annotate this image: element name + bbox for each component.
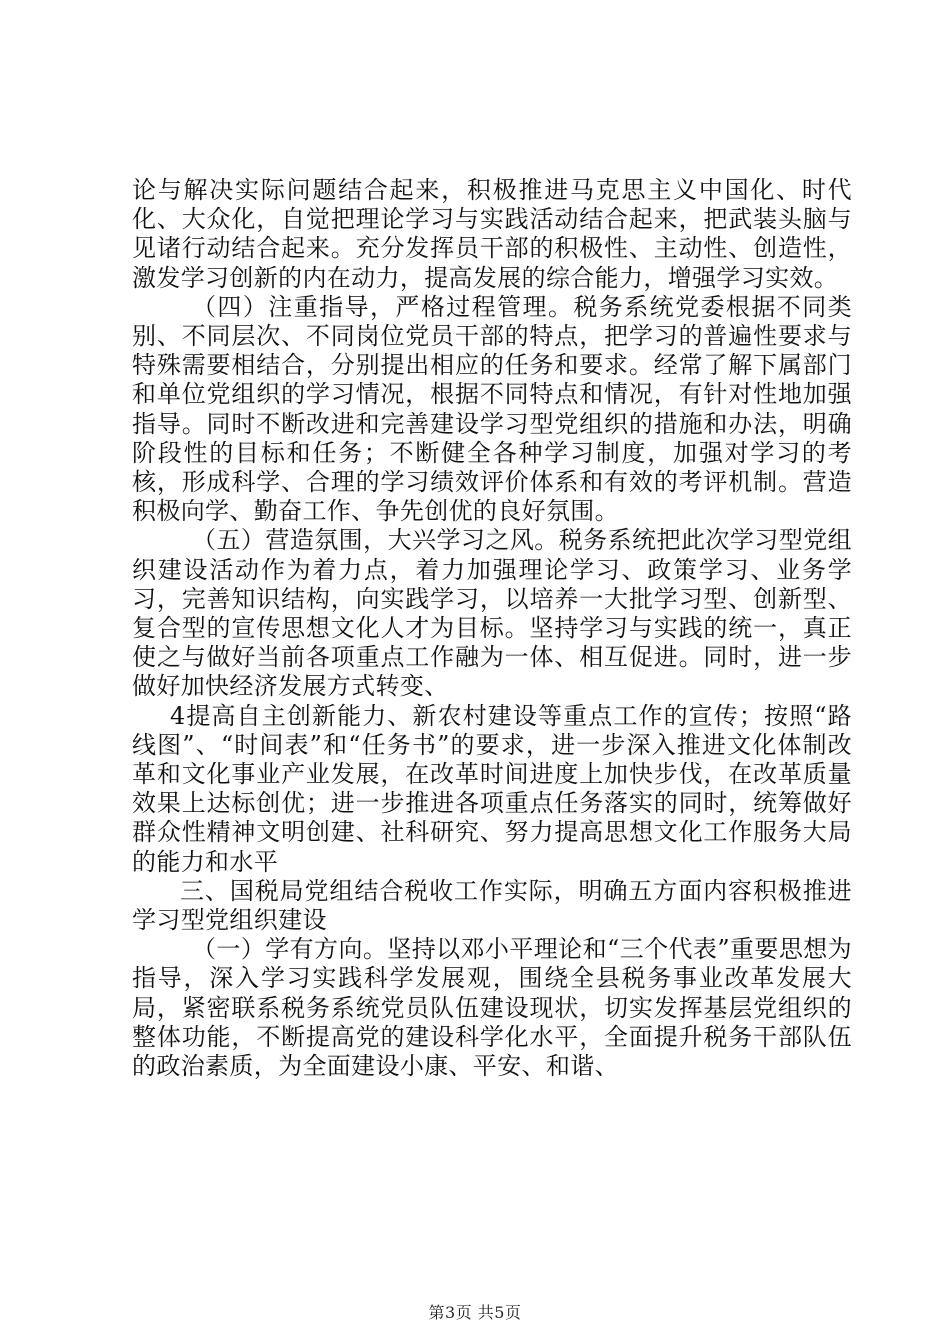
page-footer: 第3页 共5页: [428, 1303, 522, 1322]
paragraph-section-5: （五）营造氛围，大兴学习之风。税务系统把此次学习型党组织建设活动作为着力点，着力加强理论学习、政策学习、业务学习，完善知识结构，向实践学习，以培养一大批学习型、创新型、复合型的宣传思想文化人才为目标。坚持学习与实践的统一，真正使之与做好当前各项重点工作融为一体、相互促进。同时，进一步做好加快经济发展方式转变、: [132, 526, 852, 701]
document-body: [132, 176, 852, 1081]
paragraph-section-4: （四）注重指导，严格过程管理。税务系统党委根据不同类别、不同层次、不同岗位党员干部的特点，把学习的普遍性要求与特殊需要相结合，分别提出相应的任务和要求。经常了解下属部门和单位党组织的学习情况，根据不同特点和情况，有针对性地加强指导。同时不断改进和完善建设学习型党组织的措施和办法，明确阶段性的目标和任务；不断健全各种学习制度，加强对学习的考核，形成科学、合理的学习绩效评价体系和有效的考评机制。营造积极向学、勤奋工作、争先创优的良好氛围。: [132, 292, 852, 526]
paragraph-numbered-4: 4提高自主创新能力、新农村建设等重点工作的宣传；按照“路线图”、“时间表”和“任务书”的要求，进一步深入推进文化体制改革和文化事业产业发展，在改革时间进度上加快步伐，在改革质量效果上达标创优；进一步推进各项重点任务落实的同时，统筹做好群众性精神文明创建、社科研究、努力提高思想文化工作服务大局的能力和水平: [132, 701, 852, 876]
paragraph-heading-3: 三、国税局党组结合税收工作实际，明确五方面内容积极推进学习型党组织建设: [132, 876, 852, 935]
paragraph-section-1: （一）学有方向。坚持以邓小平理论和“三个代表”重要思想为指导，深入学习实践科学发展观，围绕全县税务事业改革发展大局，紧密联系税务系统党员队伍建设现状，切实发挥基层党组织的整体功能，不断提高党的建设科学化水平，全面提升税务干部队伍的政治素质，为全面建设小康、平安、和谐、: [132, 935, 852, 1081]
paragraph-continuation: 论与解决实际问题结合起来，积极推进马克思主义中国化、时代化、大众化，自觉把理论学习与实践活动结合起来，把武装头脑与见诸行动结合起来。充分发挥员干部的积极性、主动性、创造性，激发学习创新的内在动力，提高发展的综合能力，增强学习实效。: [132, 176, 852, 292]
